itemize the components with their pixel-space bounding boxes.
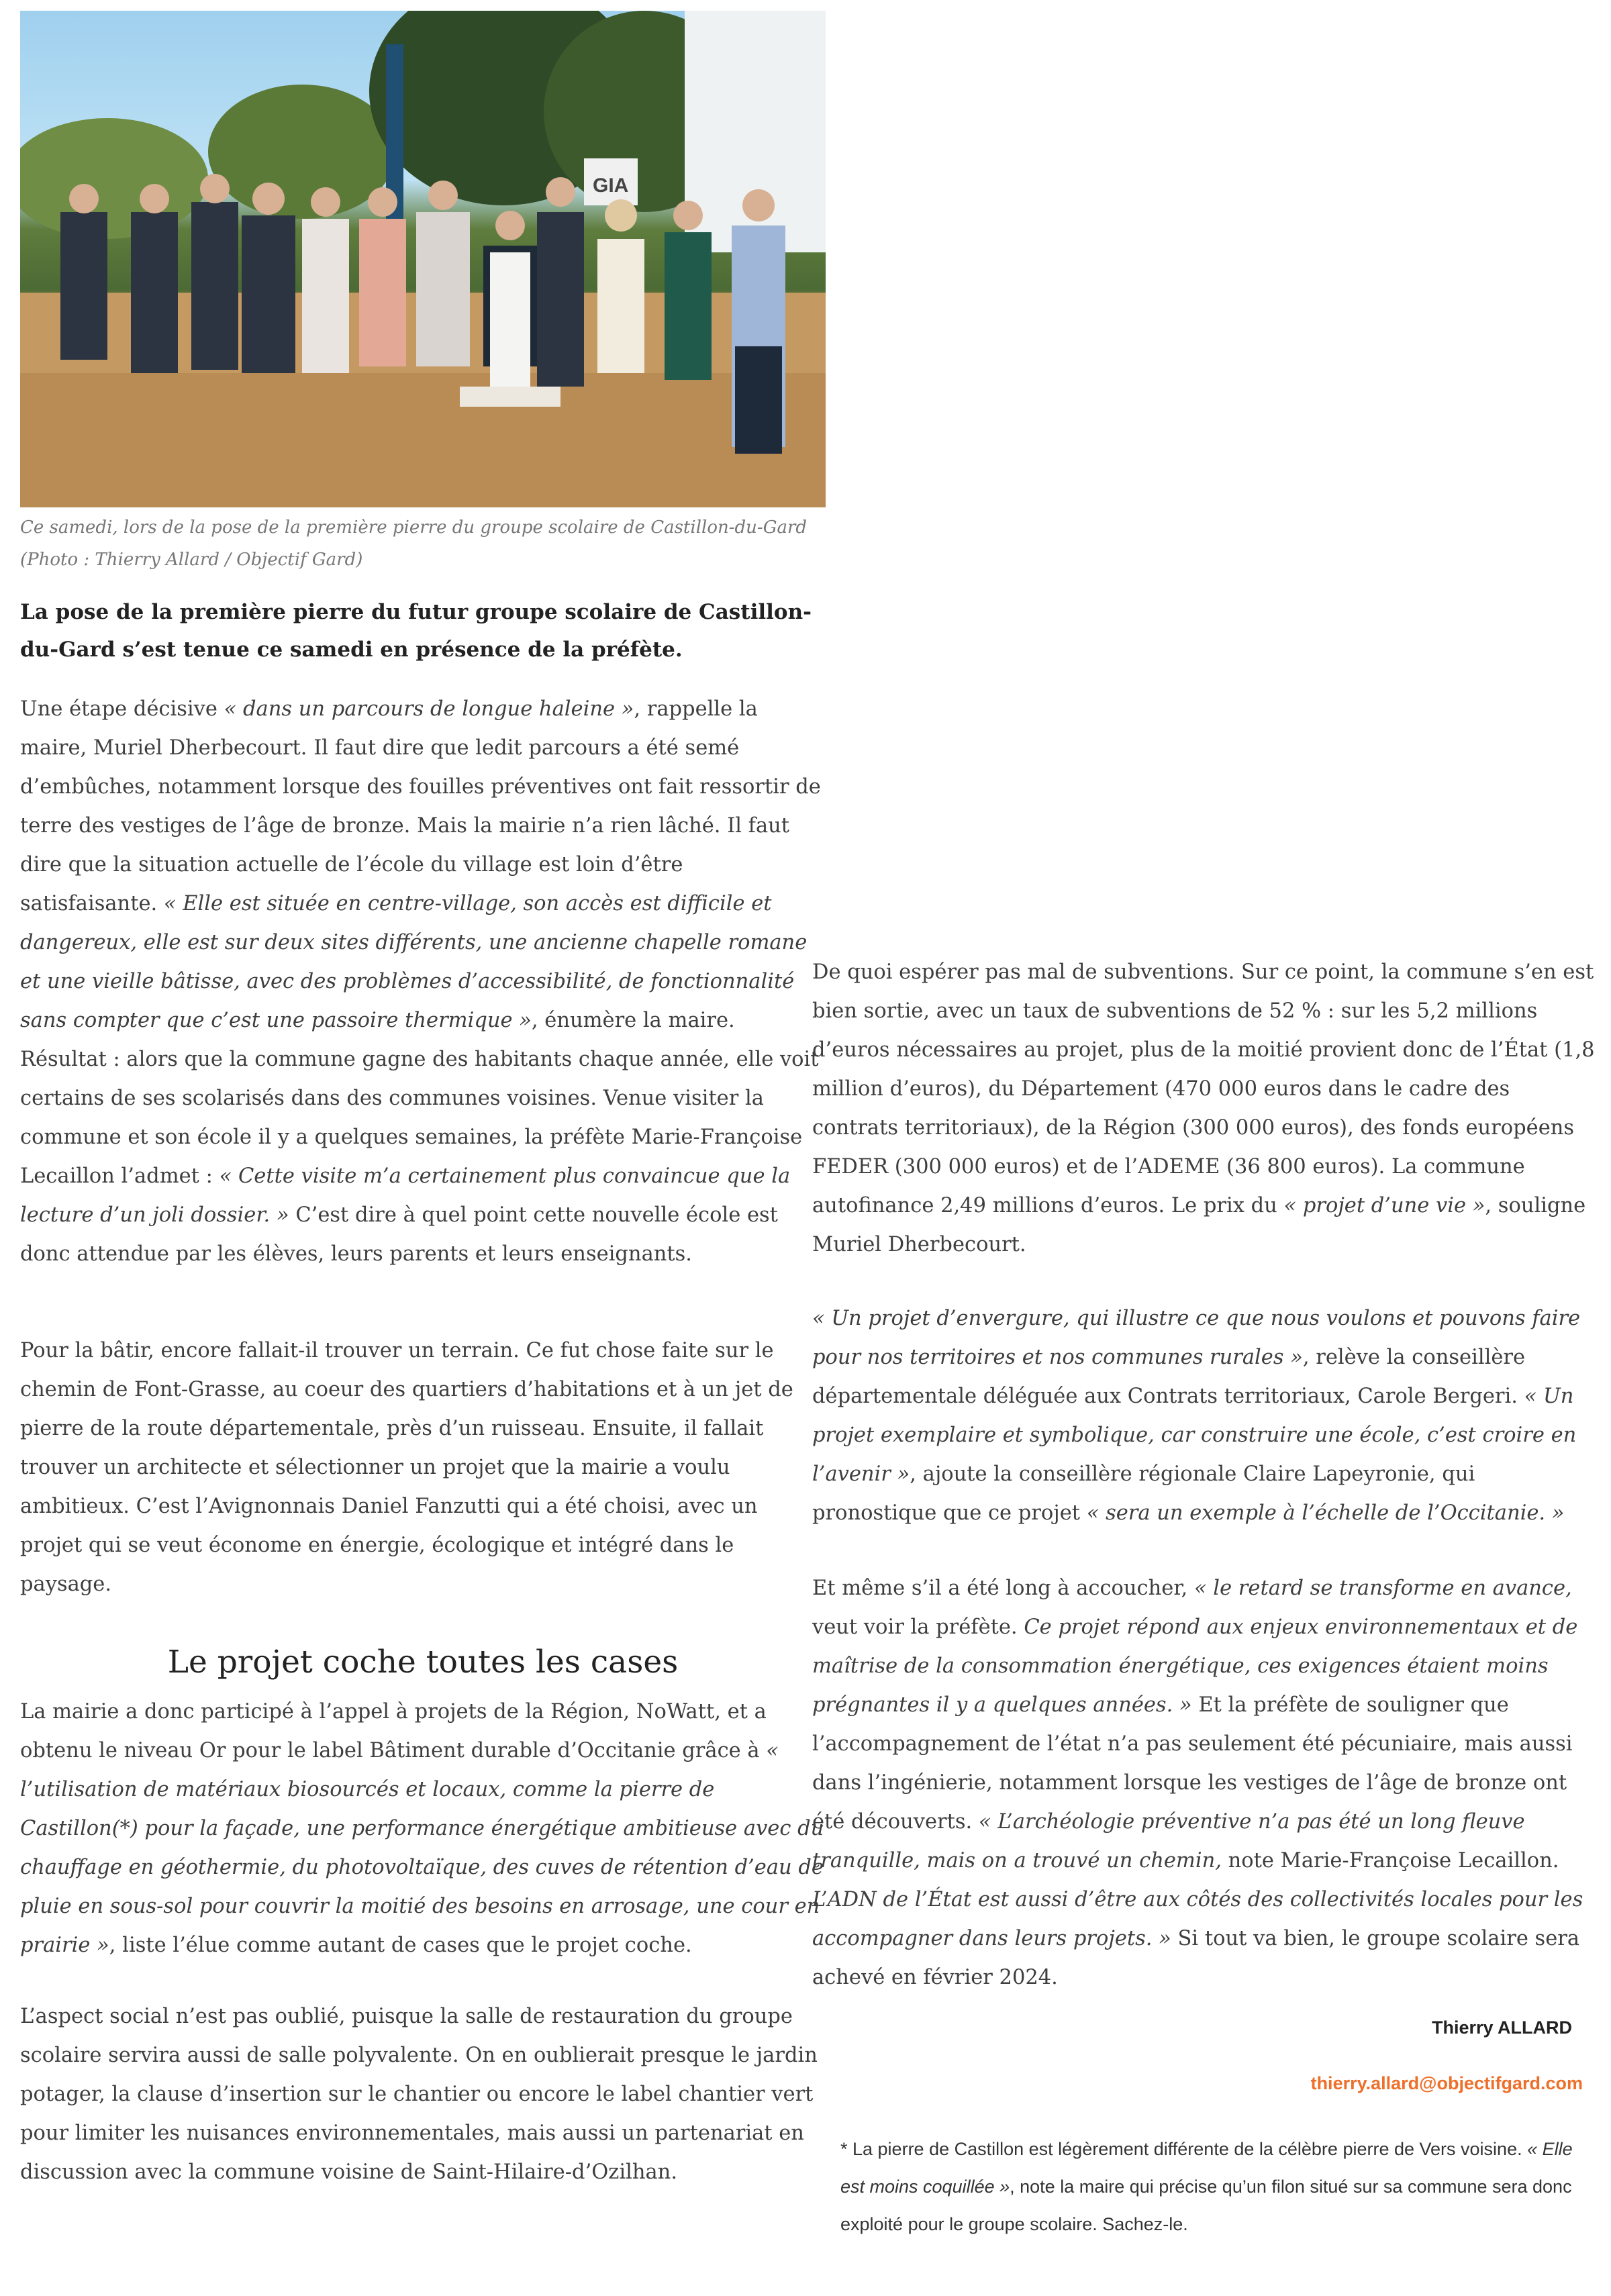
paragraph-right-3: Et même s’il a été long à accoucher, « le retard se transforme en avance, veut voir la préfète. Ce projet répond aux enjeux environnementaux et de maîtrise de la consommation énergétique, ces exigences étaient moins prégnantes il y a quelques années. » Et la préfète de souligner que l’accompagnement de l’état n’a pas seulement été pécuniaire, mais aussi dans l’ingénierie, notamment lorsque les vestiges de l’âge de bronze ont été découverts. « L’archéologie préventive n’a pas été un long fleuve tranquille, mais on a trouvé un chemin, note Marie-Françoise Lecaillon. L’ADN de l’État est aussi d’être aux côtés des collectivités locales pour les accompagner dans leurs projets. » Si tout va bien, le groupe scolaire sera achevé en février 2024. (812, 1577, 1583, 1989)
paragraph-1: Une étape décisive « dans un parcours de longue haleine », rappelle la maire, Muriel Dherbecourt. Il faut dire que ledit parcours a été semé d’embûches, notamment lorsque des fouilles préventives ont fait ressortir de terre des vestiges de l’âge de bronze. Mais la mairie n’a rien lâché. Il faut dire que la situation actuelle de l’école du village est loin d’être satisfaisante. « Elle est située en centre-village, son accès est difficile et dangereux, elle est sur deux sites différents, une ancienne chapelle romane et une vieille bâtisse, avec des problèmes d’accessibilité, de fonctionnalité sans compter que c’est une passoire thermique », énumère la maire. (20, 697, 821, 1032)
caption-line-1: Ce samedi, lors de la pose de la première pierre du groupe scolaire de Castillon-du-Gard (20, 517, 808, 538)
article-photo (20, 11, 826, 507)
left-column (20, 11, 826, 2192)
paragraph-right-1: De quoi espérer pas mal de subventions. Sur ce point, la commune s’en est bien sortie, avec un taux de subventions de 52 % : sur les 5,2 millions d’euros nécessaires au projet, plus de la moitié provient donc de l’État (1,8 million d’euros), du Département (470 000 euros dans le cadre des contrats territoriaux), de la Région (300 000 euros), des fonds européens FEDER (300 000 euros) et de l’ADEME (36 800 euros). La commune autofinance 2,49 millions d’euros. Le prix du « projet d’une vie », souligne Muriel Dherbecourt. (812, 960, 1595, 1256)
paragraph-4: La mairie a donc participé à l’appel à projets de la Région, NoWatt, et a obtenu le niveau Or pour le label Bâtiment durable d’Occitanie grâce à « l’utilisation de matériaux biosourcés et locaux, comme la pierre de Castillon(*) pour la façade, une performance énergétique ambitieuse avec du chauffage en géothermie, du photovoltaïque, des cuves de rétention d’eau de pluie en sous-sol pour couvrir la moitié des besoins en arrosage, une cour en prairie », liste l’élue comme autant de cases que le projet coche. (20, 1700, 824, 1957)
paragraph-3: Pour la bâtir, encore fallait-il trouver un terrain. Ce fut chose faite sur le chemin de Font-Grasse, au coeur des quartiers d’habitations et à un jet de pierre de la route départementale, près d’un ruisseau. Ensuite, il fallait trouver un architecte et sélectionner un projet que la mairie a voulu ambitieux. C’est l’Avignonnais Daniel Fanzutti qui a été choisi, avec un projet qui se veut économe en énergie, écologique et intégré dans le paysage. (20, 1339, 793, 1596)
paragraph-2: Résultat : alors que la commune gagne des habitants chaque année, elle voit certains de ses scolarisés dans des communes voisines. Venue visiter la commune et son école il y a quelques semaines, la préfète Marie-Françoise Lecaillon l’admet : « Cette visite m’a certainement plus convaincue que la lecture d’un joli dossier. » C’est dire à quel point cette nouvelle école est donc attendue par les élèves, leurs parents et leurs enseignants. (20, 1048, 819, 1266)
paragraph-5: L’aspect social n’est pas oublié, puisque la salle de restauration du groupe scolaire servira aussi de salle polyvalente. On en oublierait presque le jardin potager, la clause d’insertion sur le chantier ou encore le label chantier vert pour limiter les nuisances environnementales, mais aussi un partenariat en discussion avec la commune voisine de Saint-Hilaire-d’Ozilhan. (20, 2005, 818, 2184)
paragraph-right-2: « Un projet d’envergure, qui illustre ce que nous voulons et pouvons faire pour nos territoires et nos communes rurales », relève la conseillère départementale déléguée aux Contrats territoriaux, Carole Bergeri. « Un projet exemplaire et symbolique, car construire une école, c’est croire en l’avenir », ajoute la conseillère régionale Claire Lapeyronie, qui pronostique que ce projet « sera un exemple à l’échelle de l’Occitanie. » (812, 1307, 1581, 1525)
caption-line-2: (Photo : Thierry Allard / Objectif Gard) (20, 550, 363, 570)
right-column (812, 953, 1599, 2243)
footnote: * La pierre de Castillon est légèrement différente de la célèbre pierre de Vers voisine. « Elle est moins coquillée », note la maire qui précise qu’un filon situé sur sa commune sera donc exploité pour le groupe scolaire. Sachez-le. (840, 2139, 1573, 2234)
svg-text:GIA: GIA (593, 174, 629, 197)
lead-paragraph: La pose de la première pierre du futur groupe scolaire de Castillon-du-Gard s’est tenue ce samedi en présence de la préfète. (20, 600, 812, 662)
ceremony-illustration (20, 11, 826, 507)
section-heading: Le projet coche toutes les cases (167, 1644, 679, 1681)
photo-caption (20, 511, 826, 576)
author-email-link[interactable]: thierry.allard@objectifgard.com (1310, 2073, 1583, 2093)
author-signature: Thierry ALLARD (1431, 2017, 1572, 2038)
